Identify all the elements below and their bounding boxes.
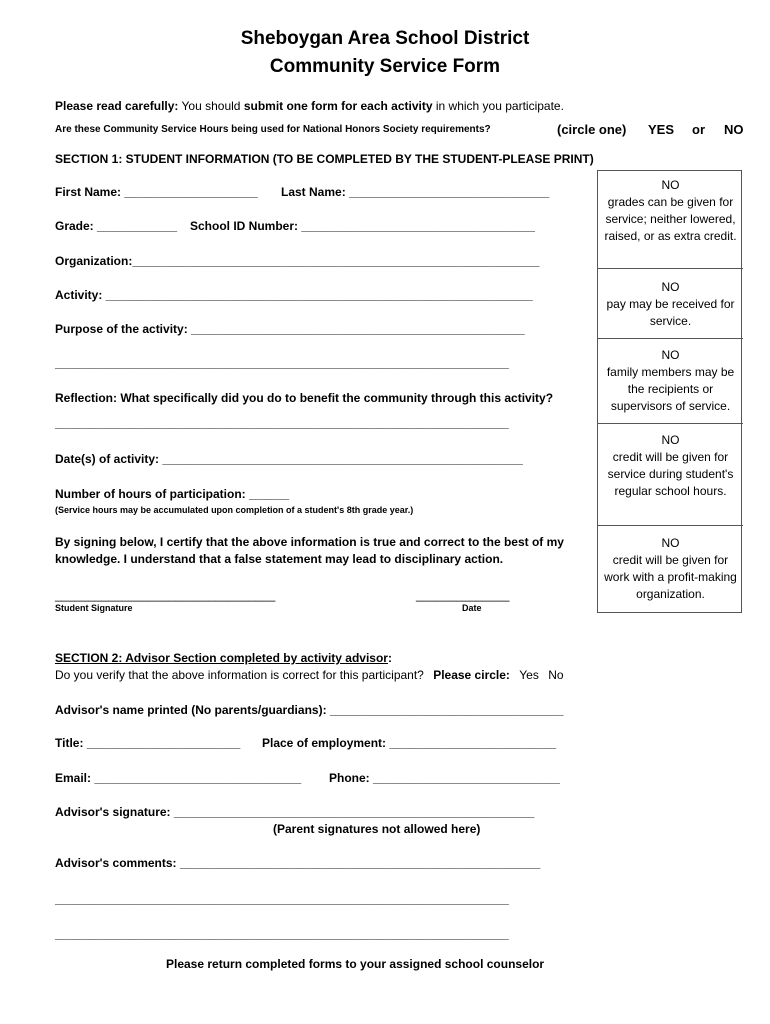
student-date-line[interactable]: ______________ — [416, 588, 510, 602]
grade-field[interactable]: Grade: ____________ — [55, 219, 178, 233]
read-instructions — [55, 99, 564, 113]
student-signature-label: Student Signature — [55, 603, 133, 613]
certify-line2: knowledge. I understand that a false statement may lead to disciplinary action. — [55, 552, 504, 566]
district-title: Sheboygan Area School District — [240, 28, 530, 49]
date-label: Date — [462, 603, 482, 613]
rule-note-pay — [598, 279, 743, 330]
school-id-field[interactable]: School ID Number: ___________________________________ — [190, 219, 535, 233]
rule-divider — [598, 423, 743, 424]
hours-note: (Service hours may be accumulated upon completion of a student's 8th grade year.) — [55, 505, 414, 515]
section2-heading-text: SECTION 2: Advisor Section completed by activity advisor — [55, 651, 388, 665]
reflection-prompt: Reflection: What specifically did you do to benefit the community through this activity? — [55, 391, 554, 405]
certify-line1: By signing below, I certify that the above information is true and correct to the best of my — [55, 535, 564, 549]
advisor-phone-field[interactable]: Phone: ____________________________ — [329, 771, 560, 785]
parent-signature-note: (Parent signatures not allowed here) — [273, 822, 481, 836]
rule-note-school-hours — [598, 432, 743, 500]
section2-heading — [55, 651, 392, 665]
rule-note-head: NO — [661, 348, 680, 362]
rule-divider — [598, 525, 743, 526]
student-signature-line[interactable]: _________________________________ — [55, 588, 276, 602]
last-name-field[interactable]: Last Name: ______________________________ — [281, 185, 550, 199]
rule-note-profit — [598, 535, 743, 603]
rule-note-body: credit will be given for service during student's regular school hours. — [607, 450, 734, 498]
verify-yes-option[interactable]: Yes — [519, 668, 539, 682]
purpose-continuation-line[interactable]: ____________________________________________________________________ — [55, 356, 509, 370]
read-end: in which you participate. — [432, 99, 564, 113]
advisor-name-field[interactable]: Advisor's name printed (No parents/guardians): ___________________________________ — [55, 703, 564, 717]
rule-divider — [598, 338, 743, 339]
please-circle-label: Please circle: — [433, 668, 510, 682]
nhs-yes-option[interactable]: YES — [648, 122, 675, 137]
nhs-question: Are these Community Service Hours being used for National Honors Society requirements? — [55, 124, 491, 135]
section1-heading: SECTION 1: STUDENT INFORMATION (TO BE COMPLETED BY THE STUDENT-PLEASE PRINT) — [55, 152, 594, 166]
section2-heading-colon: : — [387, 651, 392, 665]
organization-field[interactable]: Organization:_____________________________________________________________ — [55, 254, 540, 268]
nhs-or-label: or — [692, 122, 705, 137]
rule-note-head: NO — [661, 280, 680, 294]
rule-note-body: grades can be given for service; neither lowered, raised, or as extra credit. — [604, 195, 737, 243]
advisor-email-field[interactable]: Email: _______________________________ — [55, 771, 302, 785]
advisor-comments-field[interactable]: Advisor's comments: ______________________________________________________ — [55, 856, 541, 870]
verify-question — [55, 668, 564, 682]
rule-note-family — [598, 347, 743, 415]
return-instructions: Please return completed forms to your assigned school counselor — [166, 957, 545, 971]
rules-box — [597, 170, 742, 613]
rule-note-head: NO — [661, 536, 680, 550]
nhs-no-option[interactable]: NO — [724, 122, 744, 137]
hours-field[interactable]: Number of hours of participation: ______ — [55, 487, 290, 501]
advisor-signature-field[interactable]: Advisor's signature: ______________________________________________________ — [55, 805, 535, 819]
employment-field[interactable]: Place of employment: _________________________ — [262, 736, 557, 750]
rule-divider — [598, 268, 743, 269]
verify-question-text: Do you verify that the above information is correct for this participant? — [55, 668, 424, 682]
comments-line[interactable]: ____________________________________________________________________ — [55, 927, 509, 941]
activity-field[interactable]: Activity: ________________________________________________________________ — [55, 288, 533, 302]
first-name-field[interactable]: First Name: ____________________ — [55, 185, 258, 199]
circle-one-label: (circle one) — [557, 122, 627, 137]
rule-note-head: NO — [661, 433, 680, 447]
dates-field[interactable]: Date(s) of activity: ______________________________________________________ — [55, 452, 523, 466]
read-label: Please read carefully: — [55, 99, 179, 113]
read-bold: submit one form for each activity — [243, 99, 433, 113]
advisor-title-field[interactable]: Title: _______________________ — [55, 736, 241, 750]
rule-note-head: NO — [661, 178, 680, 192]
form-title: Community Service Form — [269, 56, 501, 77]
rule-note-body: family members may be the recipients or supervisors of service. — [606, 365, 735, 413]
purpose-field[interactable]: Purpose of the activity: __________________________________________________ — [55, 322, 525, 336]
rule-note-body: pay may be received for service. — [606, 297, 735, 328]
reflection-line[interactable]: ____________________________________________________________________ — [55, 416, 509, 430]
read-mid: You should — [178, 99, 244, 113]
comments-line[interactable]: ____________________________________________________________________ — [55, 892, 509, 906]
rule-note-grades — [598, 177, 743, 245]
verify-no-option[interactable]: No — [548, 668, 564, 682]
rule-note-body: credit will be given for work with a profit-making organization. — [604, 553, 737, 601]
